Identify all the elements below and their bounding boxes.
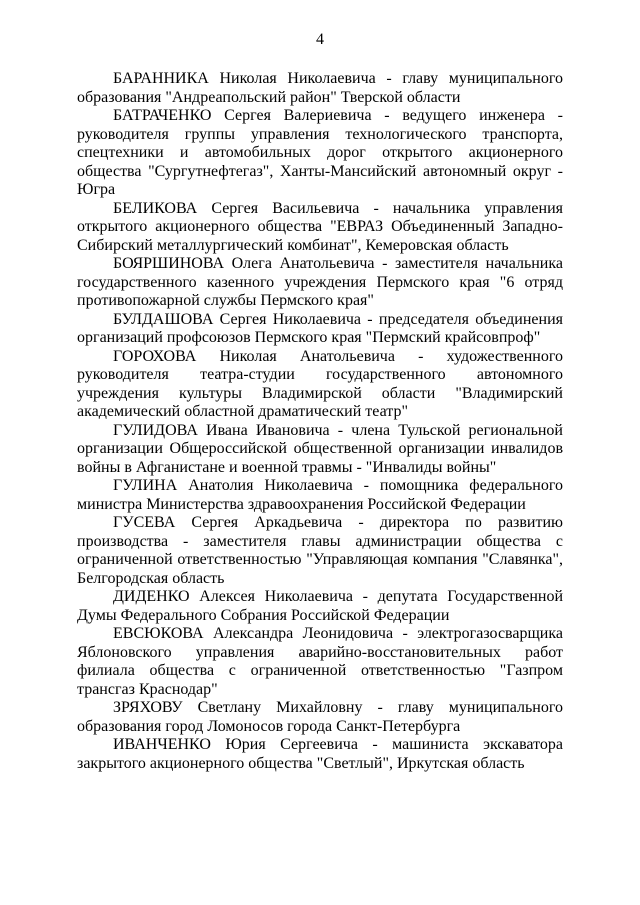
list-item: БОЯРШИНОВА Олега Анатольевича - заместителя начальника государственного казенного учреждения Пермского края "6 отряд противопожарной службы Пермского края" (77, 255, 563, 309)
list-item: БАРАННИКА Николая Николаевича - главу муниципального образования "Андреапольский район" Тверской области (77, 70, 563, 106)
list-item: ИВАНЧЕНКО Юрия Сергеевича - машиниста экскаватора закрытого акционерного общества "Светлый", Иркутская область (77, 736, 563, 772)
list-item: ЕВСЮКОВА Александра Леонидовича - электрогазосварщика Яблоновского управления аварийно-восстановительных работ филиала общества с ограниченной ответственностью "Газпром трансгаз Краснодар" (77, 625, 563, 698)
list-item: ДИДЕНКО Алексея Николаевича - депутата Государственной Думы Федерального Собрания Российской Федерации (77, 588, 563, 624)
list-item: ГУЛИДОВА Ивана Ивановича - члена Тульской региональной организации Общероссийской общественной организации инвалидов войны в Афганистане и военной травмы - "Инвалиды войны" (77, 421, 563, 476)
list-item: БЕЛИКОВА Сергея Васильевича - начальника управления открытого акционерного общества "ЕВРАЗ Объединенный Западно-Сибирский металлургический комбинат", Кемеровская область (77, 199, 563, 254)
list-item: БУЛДАШОВА Сергея Николаевича - председателя объединения организаций профсоюзов Пермского края "Пермский крайсовпроф" (77, 310, 563, 346)
list-item: ЗРЯХОВУ Светлану Михайловну - главу муниципального образования город Ломоносов города Санкт-Петербурга (77, 699, 563, 735)
list-item: БАТРАЧЕНКО Сергея Валериевича - ведущего инженера - руководителя группы управления технологического транспорта, спецтехники и автомобильных дорог открытого акционерного общества "Сургутнефтегаз", Ханты-Мансийский автономный округ - Югра (77, 107, 563, 198)
page-number: 4 (316, 31, 324, 48)
list-item: ГУЛИНА Анатолия Николаевича - помощника федерального министра Министерства здравоохранения Российской Федерации (77, 477, 563, 513)
list-item: ГОРОХОВА Николая Анатольевича - художественного руководителя театра-студии государственного автономного учреждения культуры Владимирской области "Владимирский академический областной драматический театр" (77, 347, 563, 420)
list-item: ГУСЕВА Сергея Аркадьевича - директора по развитию производства - заместителя главы администрации общества с ограниченной ответственностью "Управляющая компания "Славянка", Белгородская область (77, 514, 563, 587)
award-list (77, 70, 563, 773)
